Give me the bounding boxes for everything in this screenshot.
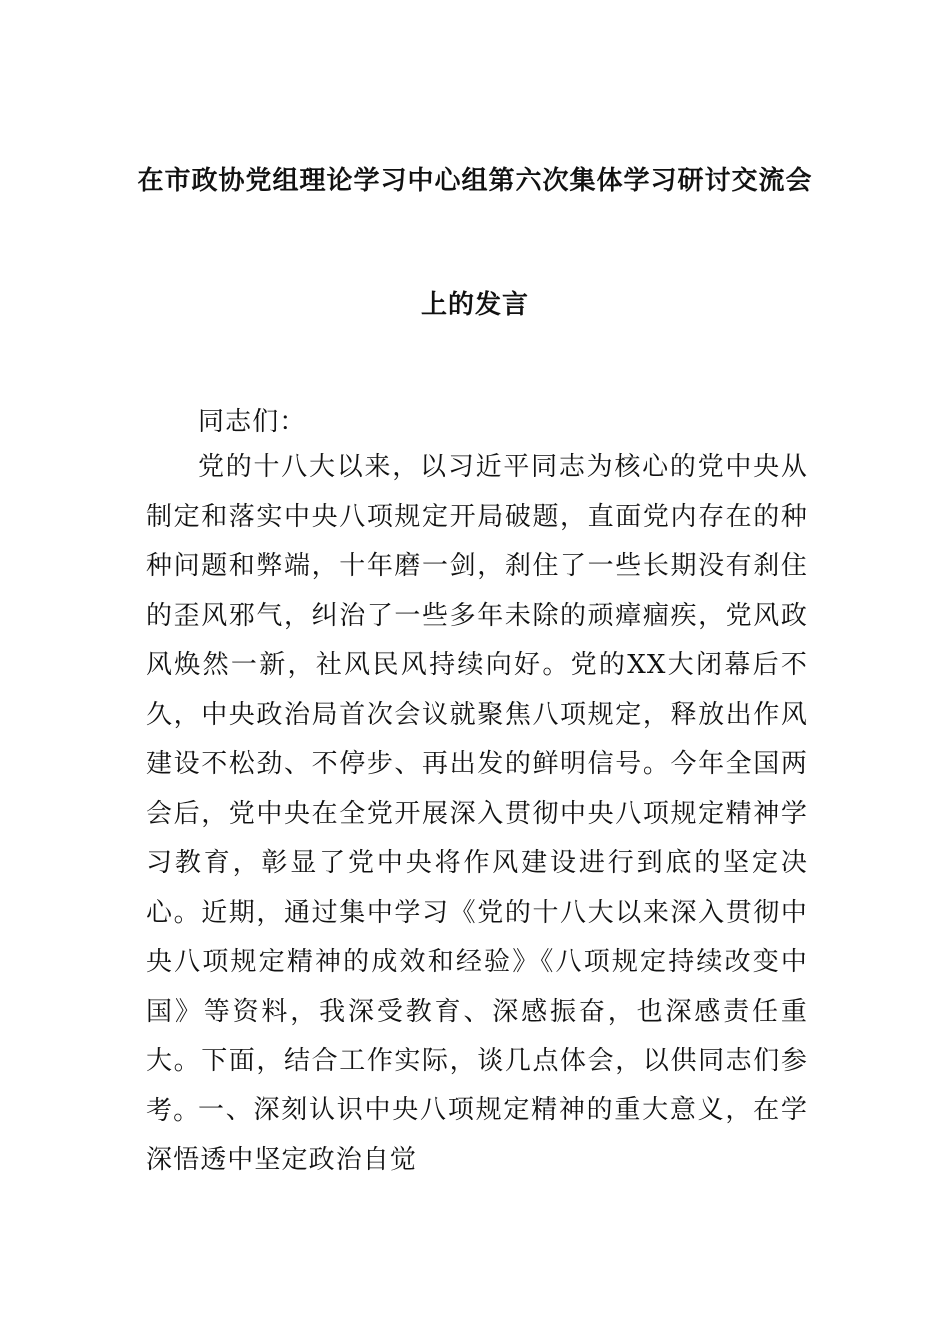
document-title-line-2: 上的发言 bbox=[420, 290, 529, 320]
body-paragraph-1: 党的十八大以来，以习近平同志为核心的党中央从制定和落实中央八项规定开局破题，直面党内存在的种种问题和弊端，十年磨一剑，刹住了一些长期没有刹住的歪风邪气，纠治了一些多年未除的顽瘴痼疾，党风政风焕然一新，社风民风持续向好。党的XX大闭幕后不久，中央政治局首次会议就聚焦八项规定，释放出作风建设不松劲、不停步、再出发的鲜明信号。今年全国两会后，党中央在全党开展深入贯彻中央八项规定精神学习教育，彰显了党中央将作风建设进行到底的坚定决心。近期，通过集中学习《党的十八大以来深入贯彻中央八项规定精神的成效和经验》《八项规定持续改变中国》等资料，我深受教育、深感振奋，也深感责任重大。下面，结合工作实际，谈几点体会，以供同志们参考。 bbox=[146, 452, 808, 1126]
document-title-line-1: 在市政协党组理论学习中心组第六次集体学习研讨交流会 bbox=[137, 166, 813, 196]
section-heading-1: 一、深刻认识中央八项规定精神的重大意义，在学深悟透中坚定政治自觉 bbox=[146, 1095, 808, 1175]
greeting: 同志们： bbox=[198, 407, 307, 437]
